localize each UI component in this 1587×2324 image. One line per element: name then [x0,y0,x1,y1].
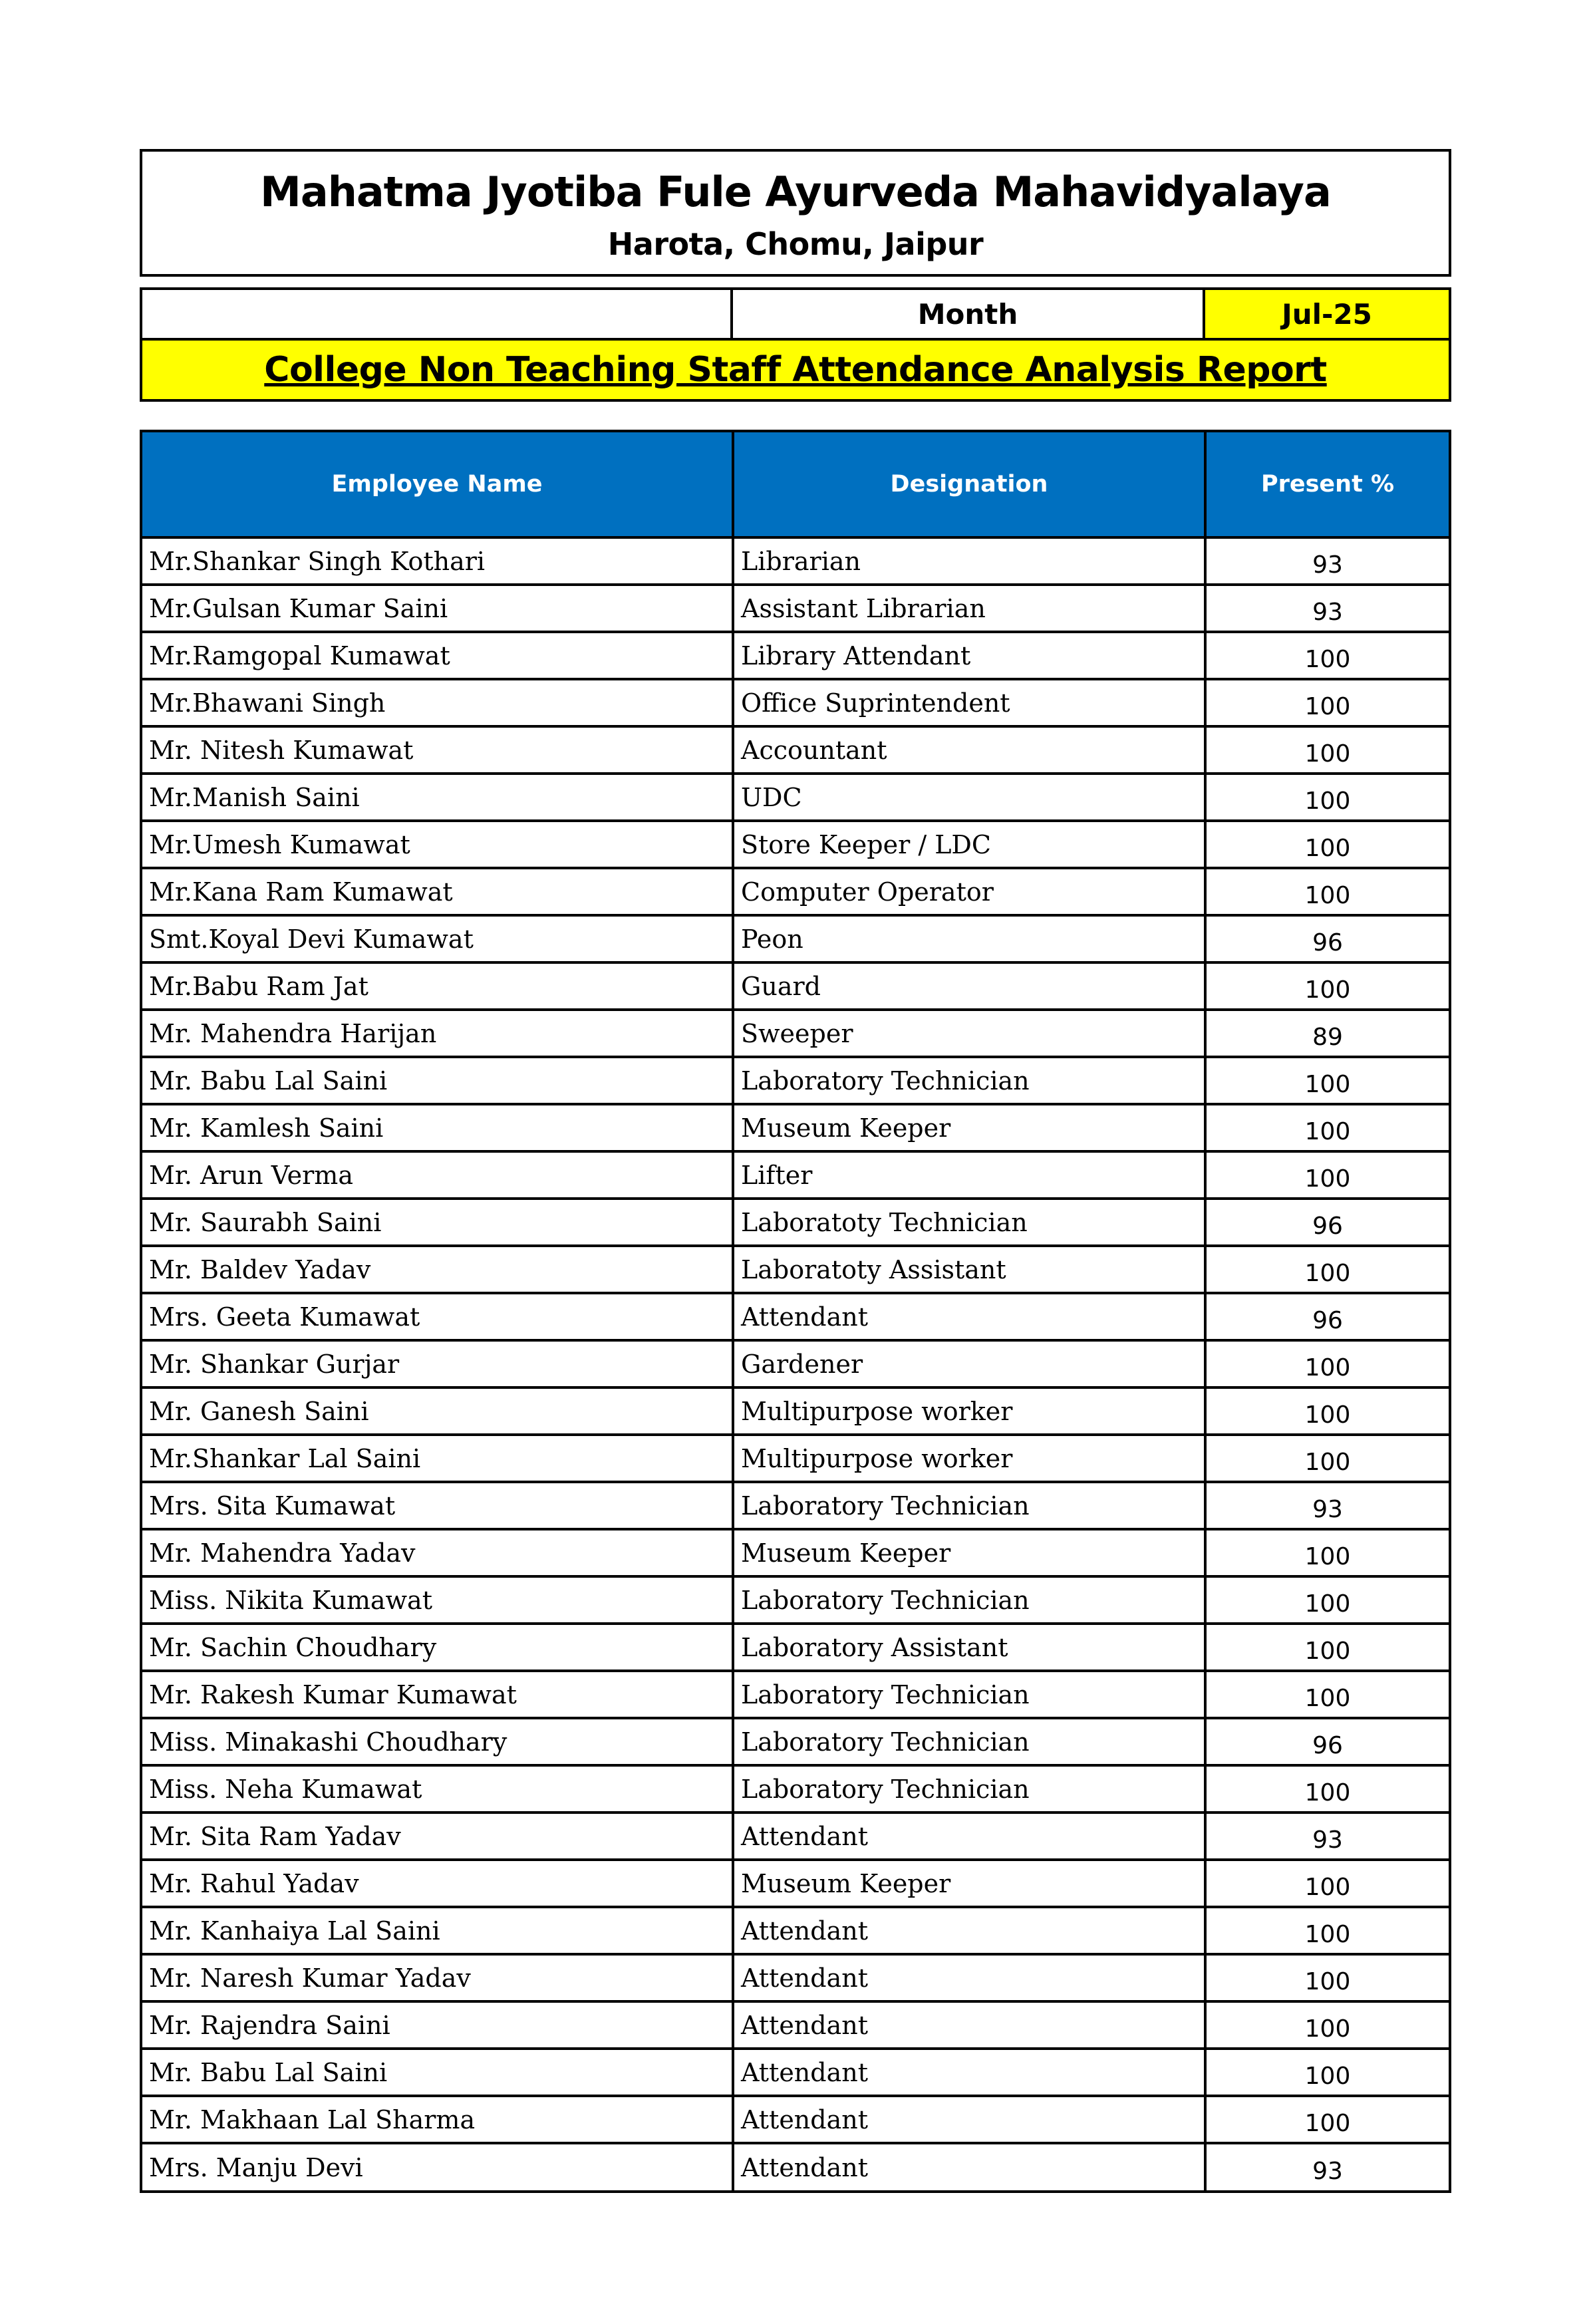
employee-name-cell: Mr.Gulsan Kumar Saini [142,585,733,632]
table-row [142,821,1449,868]
table-row [142,1435,1449,1482]
table-header-row [142,432,1449,537]
designation-cell: Assistant Librarian [733,585,1205,632]
employee-name-cell: Mr. Arun Verma [142,1151,733,1199]
designation-cell: Gardener [733,1340,1205,1387]
employee-name-cell: Mr.Shankar Lal Saini [142,1435,733,1482]
present-percent-cell: 100 [1205,1907,1449,1954]
table-row [142,1340,1449,1387]
column-header-present-percent: Present % [1205,432,1449,537]
table-row [142,868,1449,915]
employee-name-cell: Mr. Rahul Yadav [142,1860,733,1907]
table-row [142,1057,1449,1104]
employee-name-cell: Mr. Makhaan Lal Sharma [142,2096,733,2143]
designation-cell: Peon [733,915,1205,962]
designation-cell: Museum Keeper [733,1104,1205,1151]
employee-name-cell: Mr.Bhawani Singh [142,679,733,726]
present-percent-cell: 93 [1205,1813,1449,1860]
employee-name-cell: Mr. Babu Lal Saini [142,2049,733,2096]
present-percent-cell: 93 [1205,537,1449,585]
present-percent-cell: 100 [1205,2096,1449,2143]
employee-name-cell: Mr. Saurabh Saini [142,1199,733,1246]
employee-name-cell: Mr. Baldev Yadav [142,1246,733,1293]
present-percent-cell: 100 [1205,1576,1449,1624]
table-row [142,679,1449,726]
present-percent-cell: 100 [1205,2001,1449,2049]
table-row [142,1624,1449,1671]
present-percent-cell: 100 [1205,679,1449,726]
present-percent-cell: 100 [1205,1671,1449,1718]
column-header-employee-name: Employee Name [142,432,733,537]
table-row [142,2143,1449,2190]
present-percent-cell: 100 [1205,632,1449,679]
present-percent-cell: 100 [1205,1151,1449,1199]
designation-cell: Office Suprintendent [733,679,1205,726]
present-percent-cell: 96 [1205,915,1449,962]
present-percent-cell: 100 [1205,1387,1449,1435]
employee-name-cell: Mr. Nitesh Kumawat [142,726,733,774]
present-percent-cell: 100 [1205,726,1449,774]
table-row [142,2049,1449,2096]
present-percent-cell: 100 [1205,1057,1449,1104]
table-row [142,726,1449,774]
title-box [140,149,1451,277]
attendance-table [142,432,1449,2190]
table-row [142,2001,1449,2049]
employee-name-cell: Mr. Rajendra Saini [142,2001,733,2049]
employee-name-cell: Mr. Rakesh Kumar Kumawat [142,1671,733,1718]
designation-cell: Laboratory Technician [733,1765,1205,1813]
employee-name-cell: Mr.Babu Ram Jat [142,962,733,1010]
present-percent-cell: 100 [1205,1860,1449,1907]
designation-cell: Attendant [733,1813,1205,1860]
table-row [142,774,1449,821]
report-title: College Non Teaching Staff Attendance Analysis Report [264,350,1327,390]
designation-cell: Guard [733,962,1205,1010]
present-percent-cell: 100 [1205,1435,1449,1482]
employee-name-cell: Mr. Babu Lal Saini [142,1057,733,1104]
table-row [142,1576,1449,1624]
designation-cell: Laboratoty Assistant [733,1246,1205,1293]
designation-cell: Attendant [733,1954,1205,2001]
present-percent-cell: 100 [1205,1765,1449,1813]
designation-cell: Museum Keeper [733,1860,1205,1907]
designation-cell: Attendant [733,1907,1205,1954]
employee-name-cell: Mrs. Manju Devi [142,2143,733,2190]
column-header-designation: Designation [733,432,1205,537]
employee-name-cell: Mr.Umesh Kumawat [142,821,733,868]
employee-name-cell: Smt.Koyal Devi Kumawat [142,915,733,962]
table-row [142,1010,1449,1057]
present-percent-cell: 100 [1205,1340,1449,1387]
employee-name-cell: Mrs. Geeta Kumawat [142,1293,733,1340]
employee-name-cell: Mr. Shankar Gurjar [142,1340,733,1387]
table-row [142,1718,1449,1765]
college-name: Mahatma Jyotiba Fule Ayurveda Mahavidyalaya [260,168,1331,216]
employee-name-cell: Mr. Mahendra Harijan [142,1010,733,1057]
table-row [142,1907,1449,1954]
designation-cell: Library Attendant [733,632,1205,679]
present-percent-cell: 100 [1205,1529,1449,1576]
present-percent-cell: 93 [1205,1482,1449,1529]
designation-cell: Attendant [733,1293,1205,1340]
present-percent-cell: 100 [1205,1246,1449,1293]
employee-name-cell: Mr. Ganesh Saini [142,1387,733,1435]
table-row [142,1860,1449,1907]
table-row [142,1293,1449,1340]
table-row [142,1765,1449,1813]
present-percent-cell: 100 [1205,1954,1449,2001]
present-percent-cell: 89 [1205,1010,1449,1057]
designation-cell: Laboratory Technician [733,1671,1205,1718]
employee-name-cell: Mr.Shankar Singh Kothari [142,537,733,585]
employee-name-cell: Miss. Neha Kumawat [142,1765,733,1813]
designation-cell: UDC [733,774,1205,821]
table-row [142,1529,1449,1576]
present-percent-cell: 100 [1205,1104,1449,1151]
table-row [142,1199,1449,1246]
designation-cell: Attendant [733,2096,1205,2143]
present-percent-cell: 100 [1205,2049,1449,2096]
designation-cell: Accountant [733,726,1205,774]
month-value: Jul-25 [1205,290,1449,338]
employee-name-cell: Mr. Sachin Choudhary [142,1624,733,1671]
designation-cell: Museum Keeper [733,1529,1205,1576]
designation-cell: Sweeper [733,1010,1205,1057]
table-row [142,1104,1449,1151]
designation-cell: Laboratoty Technician [733,1199,1205,1246]
designation-cell: Attendant [733,2049,1205,2096]
designation-cell: Laboratory Technician [733,1718,1205,1765]
table-row [142,915,1449,962]
month-label: Month [733,290,1205,338]
employee-name-cell: Miss. Nikita Kumawat [142,1576,733,1624]
designation-cell: Librarian [733,537,1205,585]
present-percent-cell: 100 [1205,962,1449,1010]
employee-name-cell: Mr.Kana Ram Kumawat [142,868,733,915]
present-percent-cell: 100 [1205,774,1449,821]
employee-name-cell: Mr. Sita Ram Yadav [142,1813,733,1860]
designation-cell: Laboratory Assistant [733,1624,1205,1671]
present-percent-cell: 93 [1205,585,1449,632]
designation-cell: Attendant [733,2001,1205,2049]
employee-name-cell: Mr. Kamlesh Saini [142,1104,733,1151]
college-address: Harota, Chomu, Jaipur [607,226,984,262]
table-row [142,1482,1449,1529]
table-row [142,2096,1449,2143]
designation-cell: Computer Operator [733,868,1205,915]
designation-cell: Multipurpose worker [733,1387,1205,1435]
table-row [142,962,1449,1010]
designation-cell: Multipurpose worker [733,1435,1205,1482]
attendance-table-container [140,430,1451,2193]
table-row [142,1246,1449,1293]
designation-cell: Laboratory Technician [733,1576,1205,1624]
present-percent-cell: 96 [1205,1718,1449,1765]
designation-cell: Laboratory Technician [733,1482,1205,1529]
employee-name-cell: Mr. Mahendra Yadav [142,1529,733,1576]
present-percent-cell: 96 [1205,1293,1449,1340]
employee-name-cell: Mr. Naresh Kumar Yadav [142,1954,733,2001]
table-row [142,537,1449,585]
month-row-blank-cell [142,290,733,338]
employee-name-cell: Miss. Minakashi Choudhary [142,1718,733,1765]
present-percent-cell: 100 [1205,1624,1449,1671]
employee-name-cell: Mr.Ramgopal Kumawat [142,632,733,679]
employee-name-cell: Mr. Kanhaiya Lal Saini [142,1907,733,1954]
table-row [142,1151,1449,1199]
table-row [142,1671,1449,1718]
table-row [142,1813,1449,1860]
table-row [142,1387,1449,1435]
month-row [140,287,1451,341]
present-percent-cell: 93 [1312,2158,1343,2185]
table-row [142,585,1449,632]
present-percent-cell: 100 [1205,821,1449,868]
present-percent-cell: 96 [1205,1199,1449,1246]
present-percent-cell: 100 [1205,868,1449,915]
table-row [142,1954,1449,2001]
designation-cell: Laboratory Technician [733,1057,1205,1104]
designation-cell: Store Keeper / LDC [733,821,1205,868]
designation-cell: Lifter [733,1151,1205,1199]
employee-name-cell: Mrs. Sita Kumawat [142,1482,733,1529]
employee-name-cell: Mr.Manish Saini [142,774,733,821]
report-title-banner [140,338,1451,402]
table-row [142,632,1449,679]
designation-cell: Attendant [733,2143,1205,2190]
